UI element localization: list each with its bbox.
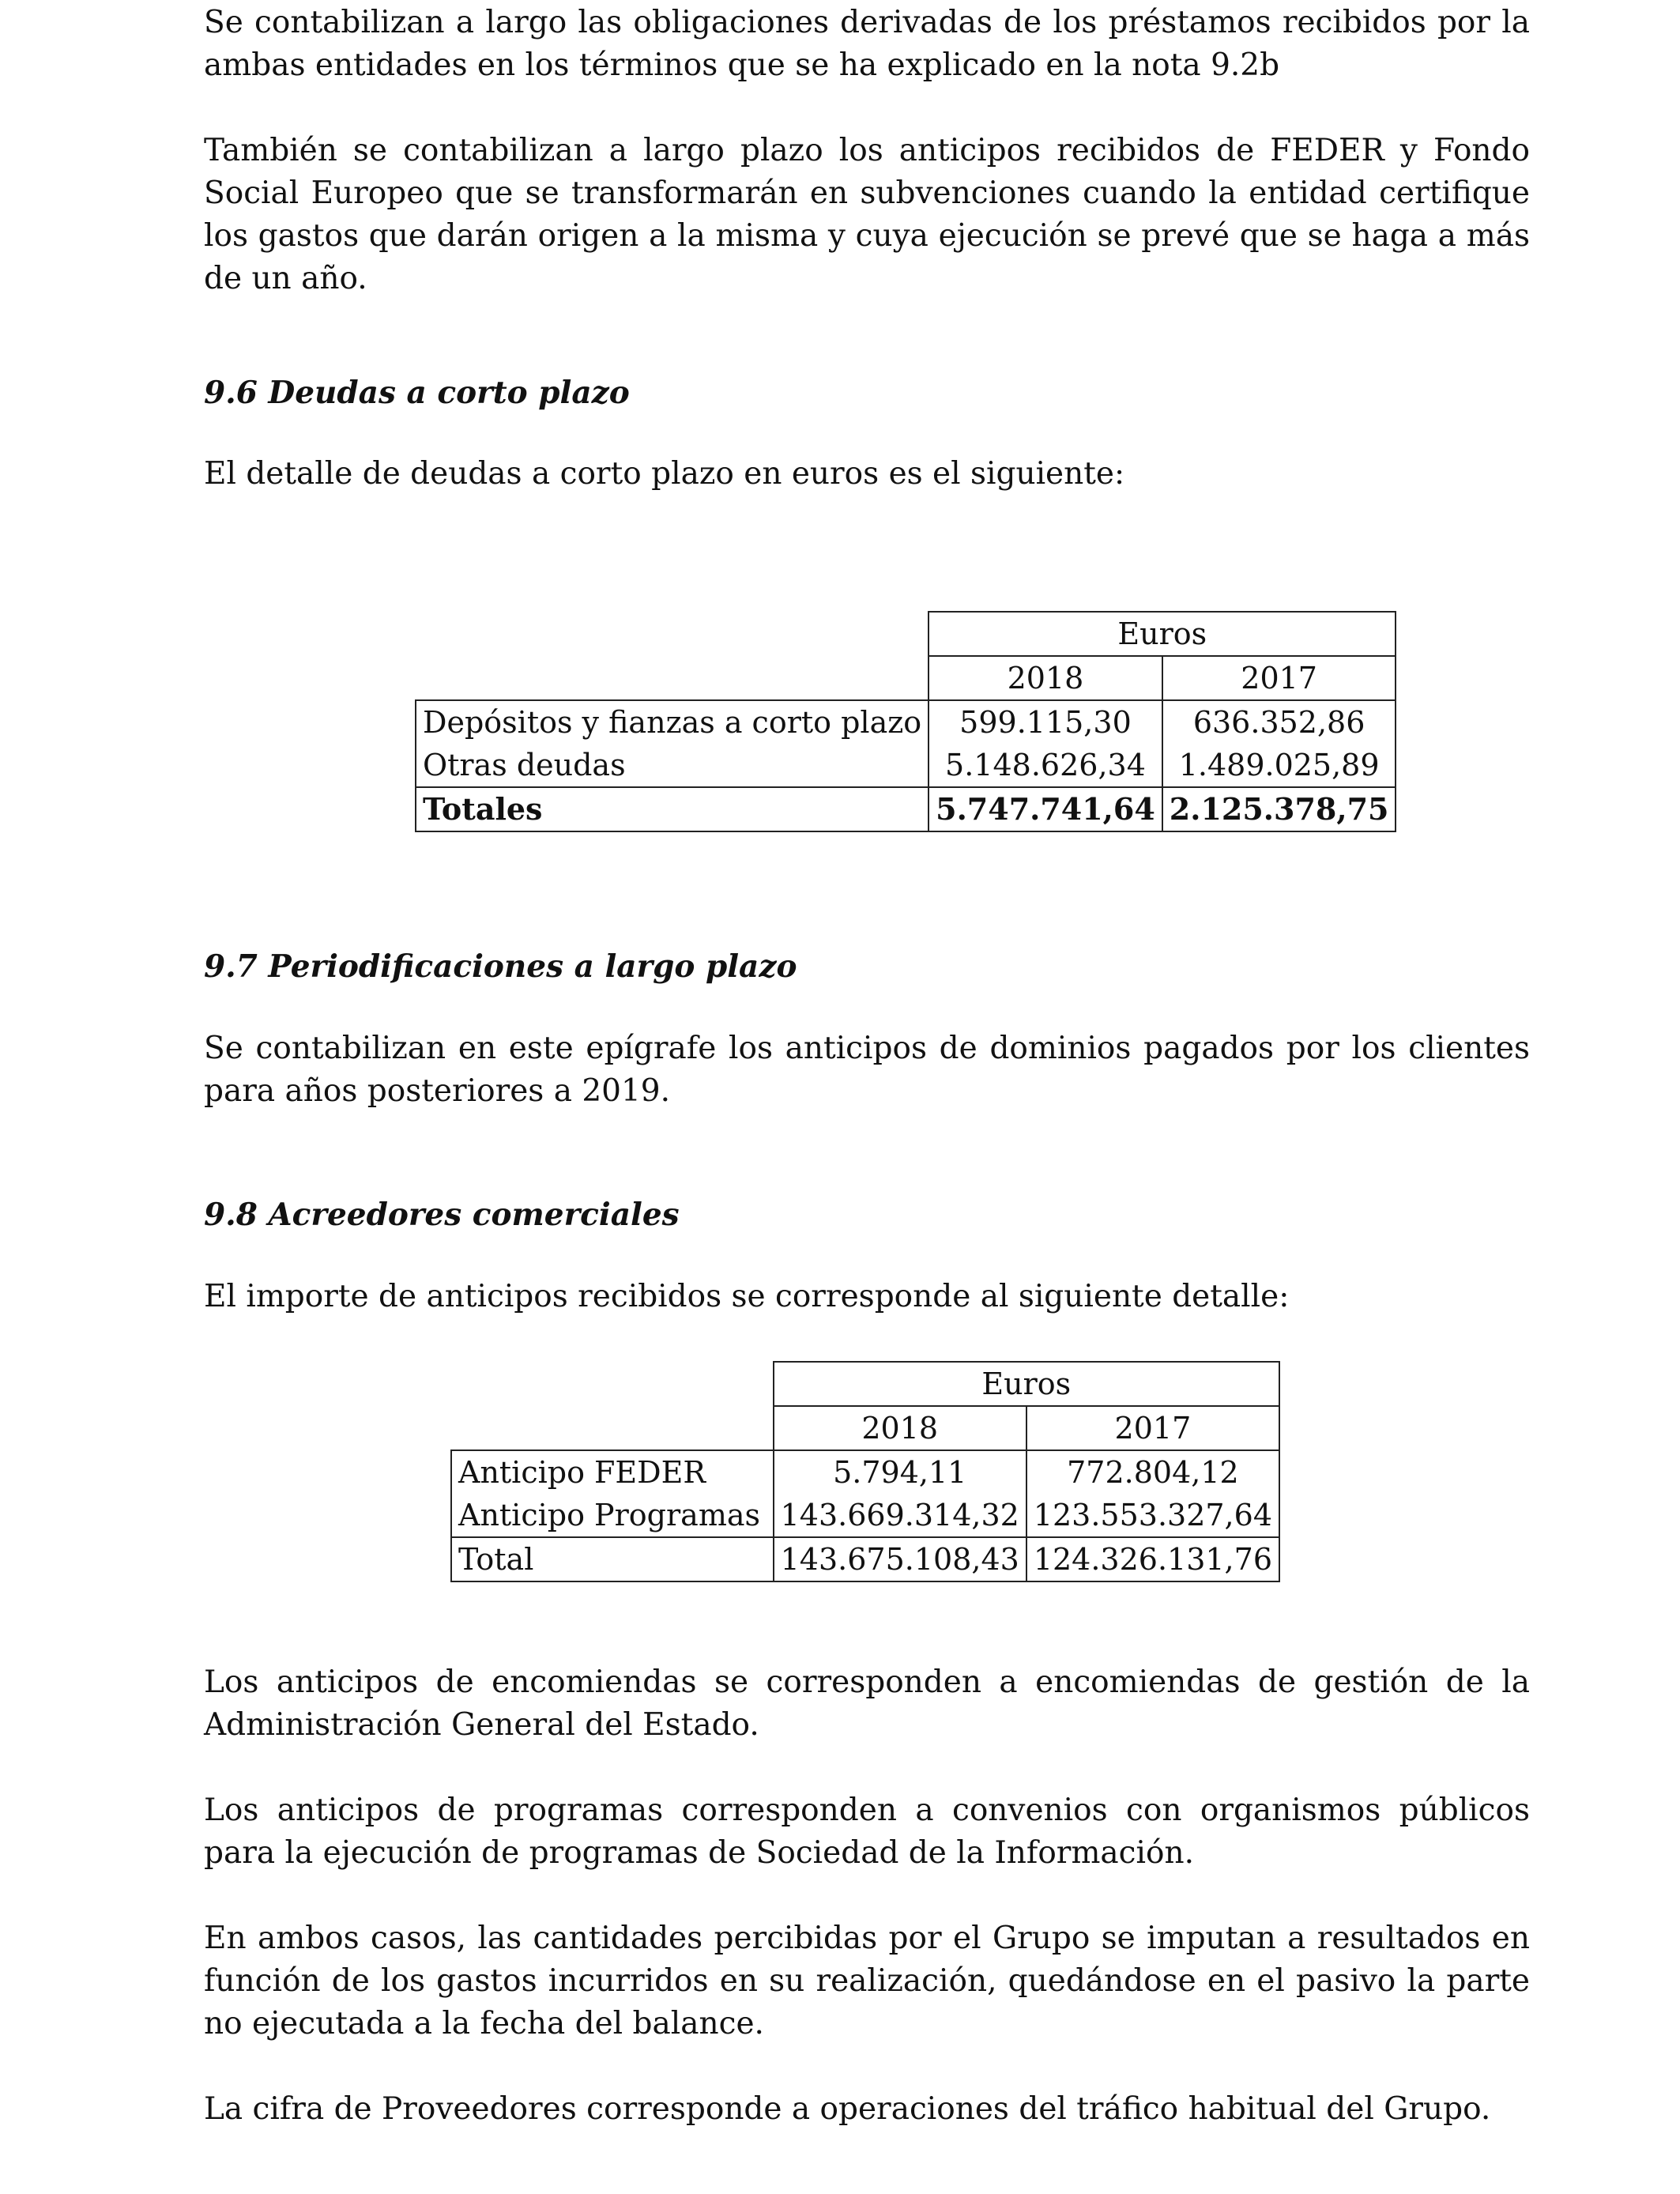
- paragraph-feder: También se contabilizan a largo plazo los anticipos recibidos de FEDER y Fondo Social Europeo que se transformarán en subvenciones cuando la entidad certifique los gastos que darán origen a la misma y cuya ejecución se prevé que se haga a más de un año.: [204, 133, 1530, 296]
- table2-total-label: Total: [451, 1537, 774, 1581]
- table2-cell-2017: 772.804,12: [1026, 1450, 1279, 1494]
- table1-cell-2018: 599.115,30: [929, 700, 1162, 744]
- table1-cell-2018: 5.148.626,34: [929, 744, 1162, 787]
- table1-row-label: Depósitos y fianzas a corto plazo: [416, 700, 929, 744]
- table1-total-2018: 5.747.741,64: [929, 787, 1162, 831]
- paragraph-dominios: Se contabilizan en este epígrafe los anticipos de dominios pagados por los clientes para años posteriores a 2019.: [204, 1031, 1530, 1109]
- table-anticipos-recibidos: [450, 1361, 1280, 1582]
- table1-total-2017: 2.125.378,75: [1162, 787, 1396, 831]
- table2-cell-2017: 123.553.327,64: [1026, 1494, 1279, 1537]
- table-row: [451, 1450, 1279, 1494]
- table-row: [416, 744, 1396, 787]
- table1-year-2017: 2017: [1162, 656, 1396, 700]
- table2-total-2017: 124.326.131,76: [1026, 1537, 1279, 1581]
- table2-total-2018: 143.675.108,43: [774, 1537, 1026, 1581]
- table2-year-2017: 2017: [1026, 1406, 1279, 1450]
- heading-deudas-corto-plazo: 9.6 Deudas a corto plazo: [204, 375, 630, 411]
- table2-year-2018: 2018: [774, 1406, 1026, 1450]
- table2-cell-2018: 143.669.314,32: [774, 1494, 1026, 1537]
- table2-row-label: Anticipo Programas: [451, 1494, 774, 1537]
- table1-euros-header: Euros: [929, 612, 1396, 656]
- table1-total-label: Totales: [416, 787, 929, 831]
- table2-euros-header: Euros: [774, 1362, 1279, 1406]
- paragraph-importe-anticipos: El importe de anticipos recibidos se corresponde al siguiente detalle:: [204, 1279, 1290, 1314]
- table-total-row: [451, 1537, 1279, 1581]
- heading-acreedores-comerciales: 9.8 Acreedores comerciales: [204, 1197, 680, 1233]
- table1-row-label: Otras deudas: [416, 744, 929, 787]
- heading-periodificaciones: 9.7 Periodificaciones a largo plazo: [204, 948, 797, 985]
- table2-row-label: Anticipo FEDER: [451, 1450, 774, 1494]
- table1-cell-2017: 636.352,86: [1162, 700, 1396, 744]
- table1-cell-2017: 1.489.025,89: [1162, 744, 1396, 787]
- table-row: [416, 700, 1396, 744]
- paragraph-prestamos: Se contabilizan a largo las obligaciones derivadas de los préstamos recibidos por la ambas entidades en los términos que se ha explicado en la nota 9.2b: [204, 5, 1530, 83]
- table-row: [451, 1494, 1279, 1537]
- table2-cell-2018: 5.794,11: [774, 1450, 1026, 1494]
- paragraph-detalle-deudas: El detalle de deudas a corto plazo en euros es el siguiente:: [204, 456, 1125, 492]
- paragraph-ambos-casos: En ambos casos, las cantidades percibidas por el Grupo se imputan a resultados en función de los gastos incurridos en su realización, quedándose en el pasivo la parte no ejecutada a la fecha del balance.: [204, 1921, 1530, 2041]
- paragraph-encomiendas: Los anticipos de encomiendas se corresponden a encomiendas de gestión de la Administración General del Estado.: [204, 1664, 1530, 1743]
- table-total-row: [416, 787, 1396, 831]
- paragraph-proveedores: La cifra de Proveedores corresponde a operaciones del tráfico habitual del Grupo.: [204, 2091, 1491, 2127]
- paragraph-programas: Los anticipos de programas corresponden a convenios con organismos públicos para la ejecución de programas de Sociedad de la Información.: [204, 1793, 1530, 1871]
- table1-year-2018: 2018: [929, 656, 1162, 700]
- table-deudas-corto-plazo: [415, 611, 1396, 832]
